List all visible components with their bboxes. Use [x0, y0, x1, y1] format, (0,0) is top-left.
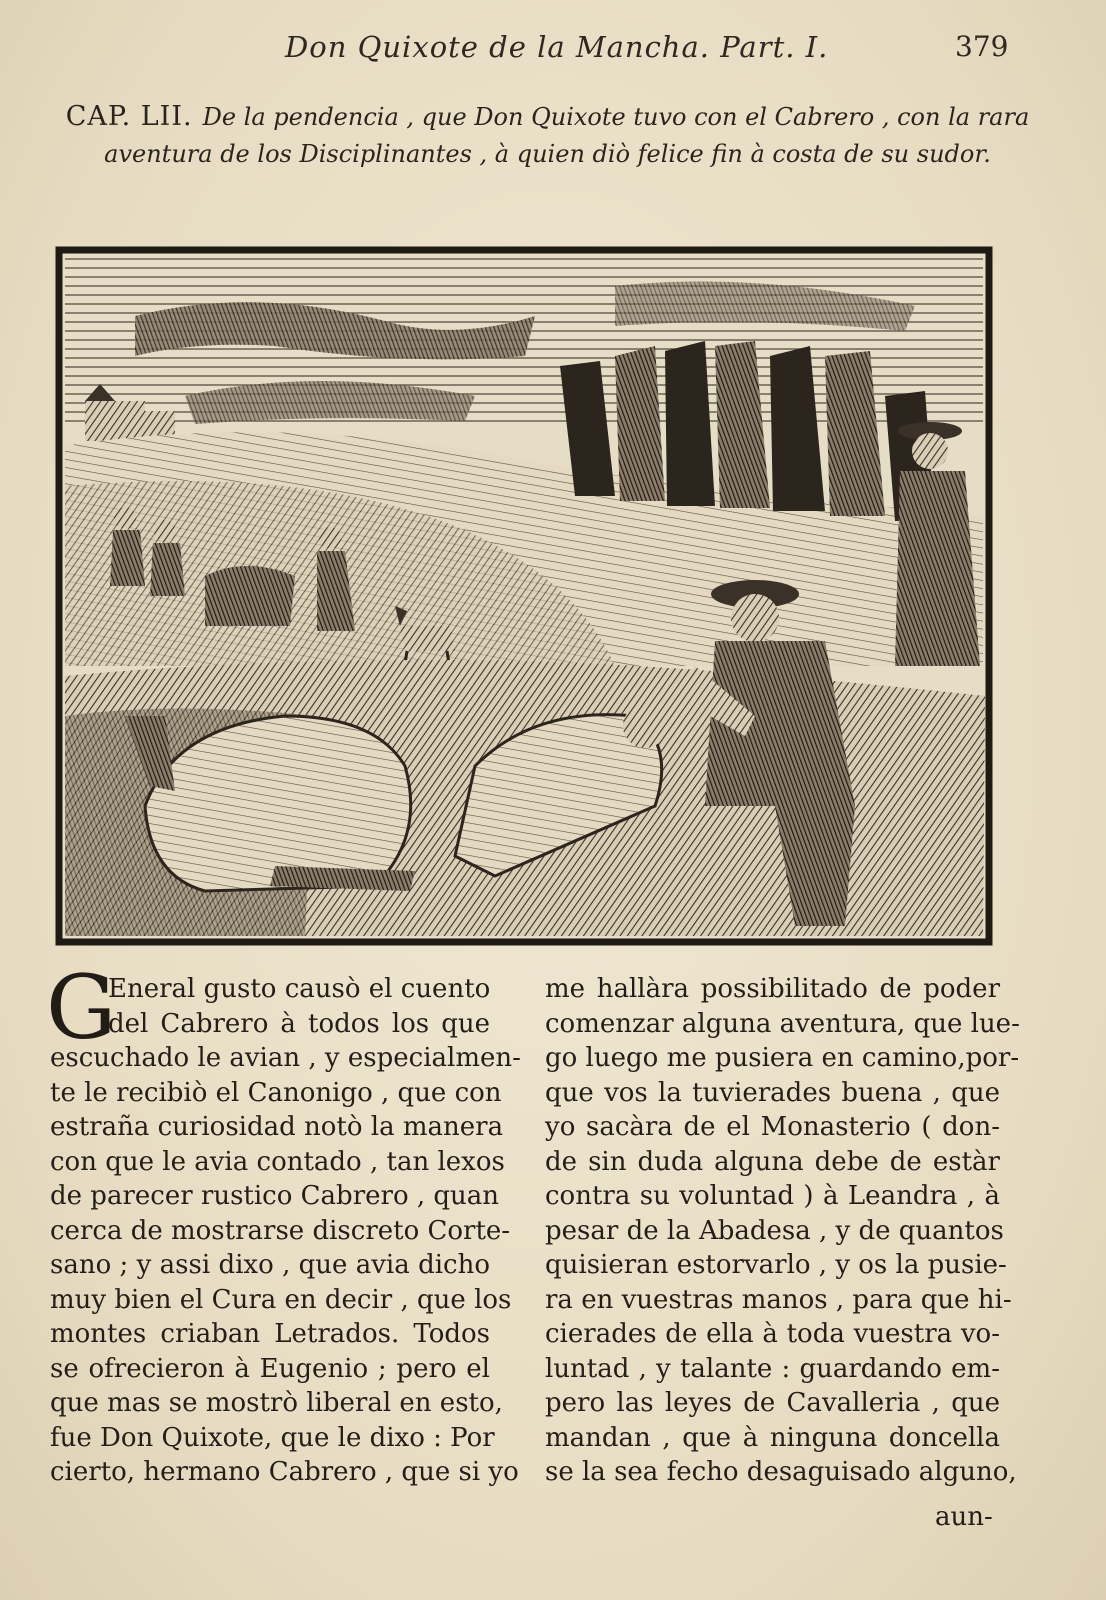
woodcut-image — [55, 246, 993, 946]
text-line: escuchado le avian , y especialmen- — [50, 1043, 521, 1073]
page-number: 379 — [955, 30, 1009, 63]
text-line: se la sea fecho desaguisado alguno, — [545, 1457, 1017, 1487]
text-line: estraña curiosidad notò la manera — [50, 1112, 504, 1142]
text-line: me hallàra possibilitado de poder — [545, 974, 1000, 1004]
text-line: de sin duda alguna debe de estàr — [545, 1146, 1000, 1177]
text-line: Eneral gusto causò el cuento — [108, 974, 491, 1004]
text-line: fue Don Quixote, que le dixo : Por — [50, 1422, 495, 1453]
text-line: contra su voluntad ) à Leandra , à — [545, 1181, 1000, 1211]
text-line: pero las leyes de Cavalleria , que — [545, 1388, 1000, 1418]
chapter-label: CAP. LII. — [65, 101, 193, 132]
text-line: se ofrecieron à Eugenio ; pero el — [50, 1353, 490, 1384]
text-line: muy bien el Cura en decir , que los — [50, 1284, 512, 1315]
fallen-horse — [125, 716, 415, 891]
text-line: que vos la tuvierades buena , que — [545, 1077, 1000, 1108]
text-line: con que le avia contado , tan lexos — [50, 1146, 505, 1177]
text-line: del Cabrero à todos los que — [108, 1008, 490, 1039]
woodcut-illustration — [55, 246, 993, 946]
text-line: cierto, hermano Cabrero , que si yo — [50, 1457, 519, 1487]
catchword: aun- — [935, 1502, 993, 1532]
text-line: cerca de mostrarse discreto Corte- — [50, 1215, 511, 1246]
text-line: go luego me pusiera en camino,por- — [545, 1043, 1020, 1073]
chapter-title: De la pendencia , que Don Quixote tuvo con el Cabrero , con la rara aventura de los Disciplinantes , à quien diò felice fin à costa de su sudor. — [104, 103, 1030, 168]
text-line: montes criaban Letrados. Todos — [50, 1319, 490, 1349]
text-line: pesar de la Abadesa , y de quantos — [545, 1215, 1004, 1246]
text-column-left — [46, 956, 521, 1490]
text-line: yo sacàra de el Monasterio ( don- — [545, 1112, 1000, 1142]
text-line: sano ; y assi dixo , que avia dicho — [50, 1250, 490, 1280]
text-line: quisieran estorvarlo , y os la pusie- — [545, 1250, 1007, 1280]
text-line: que mas se mostrò liberal en esto, — [50, 1388, 503, 1418]
text-line: te le recibiò el Canonigo , que con — [50, 1077, 502, 1108]
running-title: Don Quixote de la Mancha. Part. I. — [285, 30, 829, 64]
text-line: comenzar alguna aventura, que lue- — [545, 1008, 1020, 1039]
drop-cap: G — [46, 956, 117, 1059]
text-line: cierades de ella à toda vuestra vo- — [545, 1319, 1000, 1349]
running-head — [0, 28, 1106, 68]
text-line: ra en vuestras manos , para que hi- — [545, 1284, 1012, 1315]
text-line: de parecer rustico Cabrero , quan — [50, 1181, 500, 1211]
text-line: luntad , y talante : guardando em- — [545, 1353, 1000, 1384]
chapter-heading — [55, 100, 1040, 174]
text-line: mandan , que à ninguna doncella — [545, 1422, 1000, 1453]
text-column-right — [545, 972, 1020, 1490]
